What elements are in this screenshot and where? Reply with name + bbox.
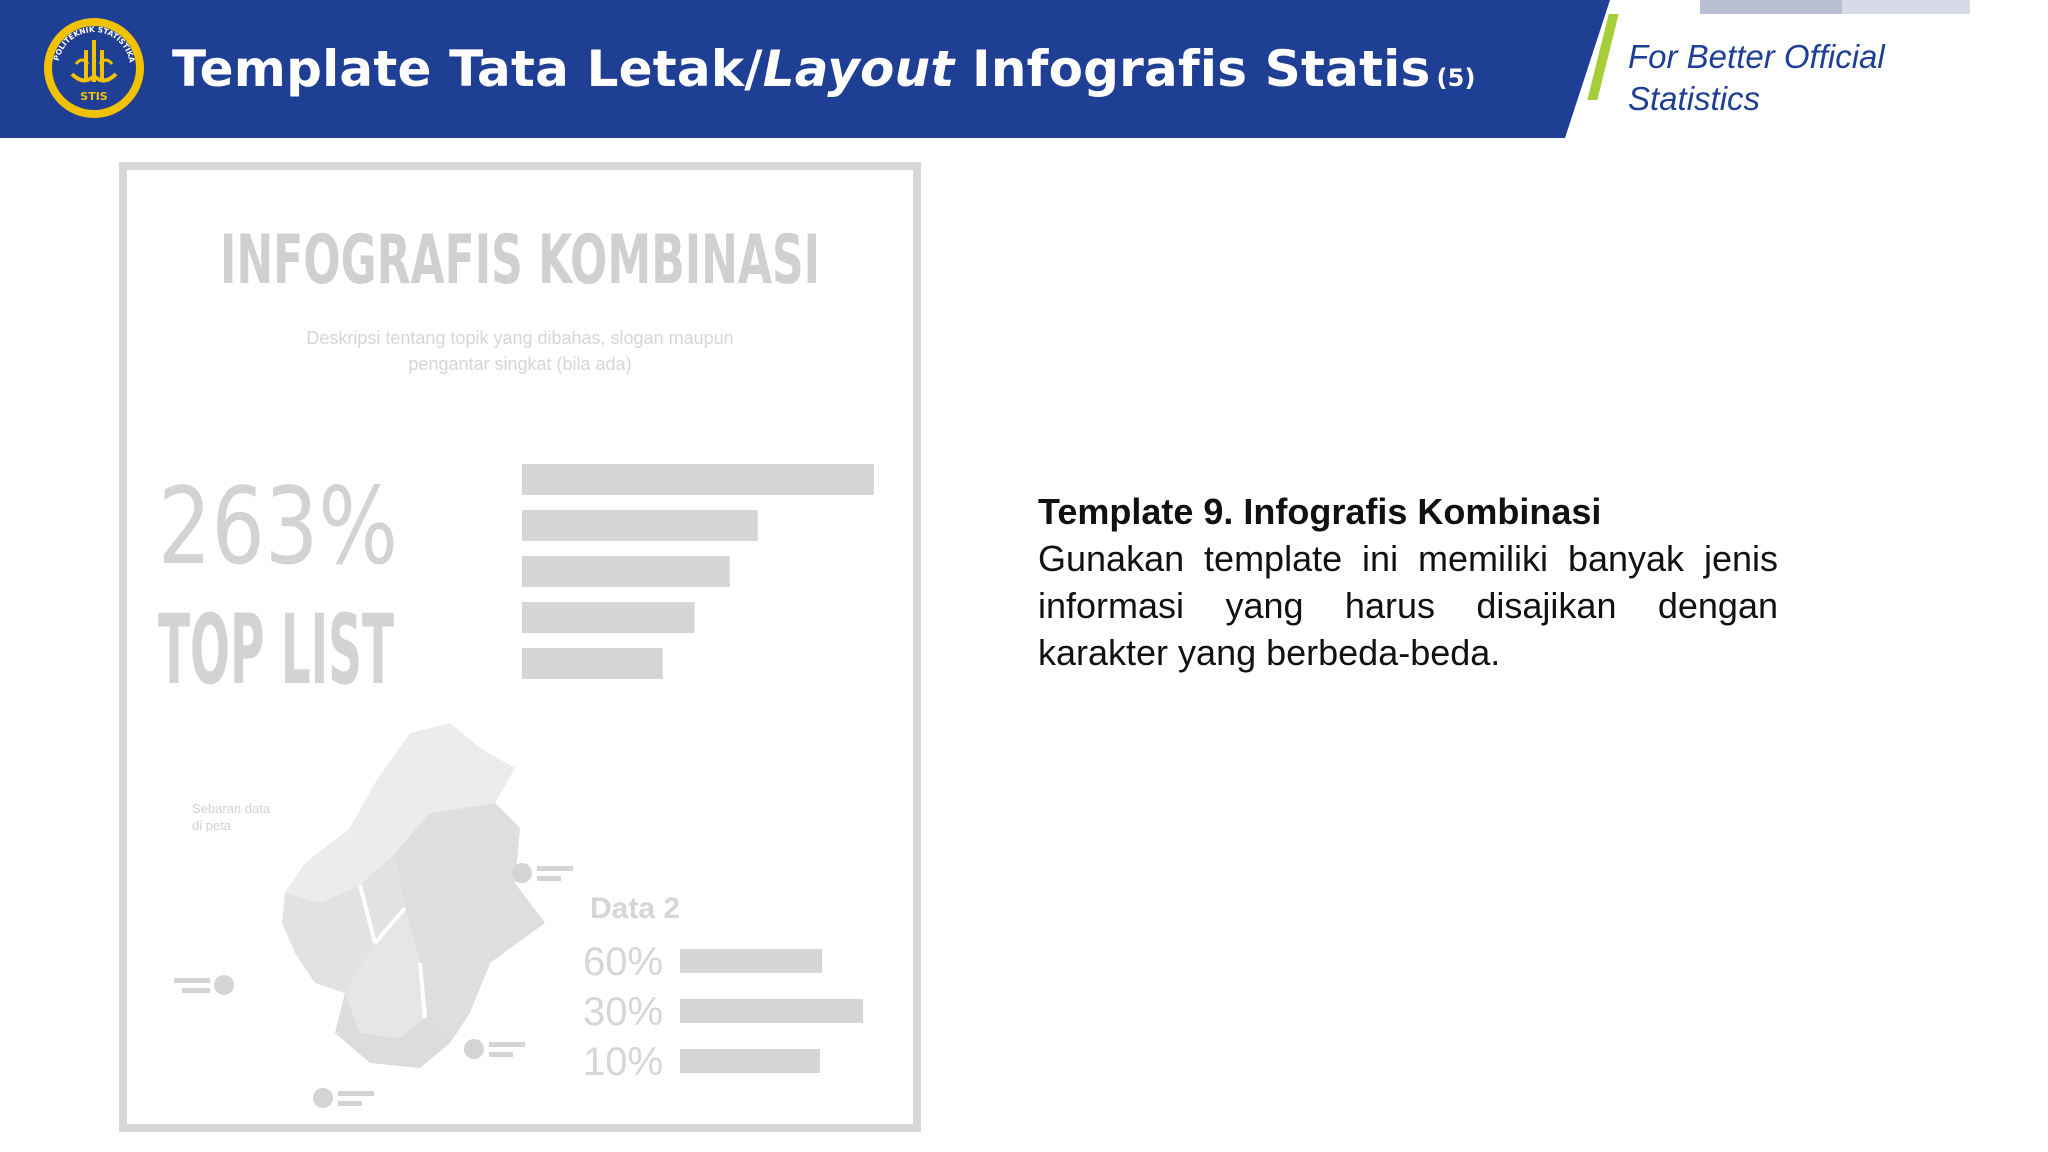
logo-ring-text: POLITEKNIK STATISTIKA (51, 24, 137, 64)
infographic-heading: INFOGRAFIS KOMBINASI (220, 221, 820, 300)
corner-tabs (1700, 0, 1970, 14)
corner-tab-dark (1700, 0, 1842, 14)
data2-title: Data 2 (590, 892, 681, 925)
title-text-2: Infografis Statis (954, 40, 1431, 98)
tagline-line-1: For Better Official (1628, 38, 1885, 75)
page-title (172, 40, 1476, 98)
title-text-1: Template Tata Letak/ (172, 40, 763, 98)
big-percent: 263% (158, 465, 398, 588)
map-pin (214, 975, 234, 995)
logo-text: STIS (80, 90, 108, 103)
data2-label: 60% (583, 940, 664, 984)
top-list-bar (522, 556, 730, 587)
map-note-1: Sebaran data (192, 801, 271, 816)
title-number: (5) (1436, 64, 1476, 92)
description-title: Template 9. Infografis Kombinasi (1038, 491, 1602, 532)
top-list-bar (522, 648, 663, 679)
description-body: Gunakan template ini memiliki banyak jenis informasi yang harus disajikan dengan karakter yang berbeda-beda. (1038, 538, 1778, 673)
infographic-subtitle-1: Deskripsi tentang topik yang dibahas, slogan maupun (306, 328, 734, 348)
top-list-bar (522, 464, 874, 495)
tagline (1628, 36, 1885, 120)
infographic-subtitle-2: pengantar singkat (bila ada) (408, 354, 632, 374)
tagline-line-2: Statistics (1628, 80, 1761, 117)
map-pin (512, 863, 532, 883)
data2-bar (680, 1049, 820, 1073)
data2-label: 10% (583, 1040, 664, 1084)
data2-bar (680, 999, 863, 1023)
corner-tab-light (1842, 0, 1970, 14)
top-list-bar (522, 602, 694, 633)
top-list-label: TOP LIST (158, 594, 394, 706)
stis-logo (42, 16, 146, 120)
map-pin (464, 1039, 484, 1059)
data2-bar (680, 949, 822, 973)
infographic-template-preview (120, 163, 920, 1131)
map-note-2: di peta (192, 818, 232, 833)
data2-label: 30% (583, 990, 664, 1034)
template-description (1038, 488, 1778, 676)
title-italic-word: Layout (762, 40, 955, 98)
map-pin (313, 1088, 333, 1108)
top-list-bar (522, 510, 758, 541)
